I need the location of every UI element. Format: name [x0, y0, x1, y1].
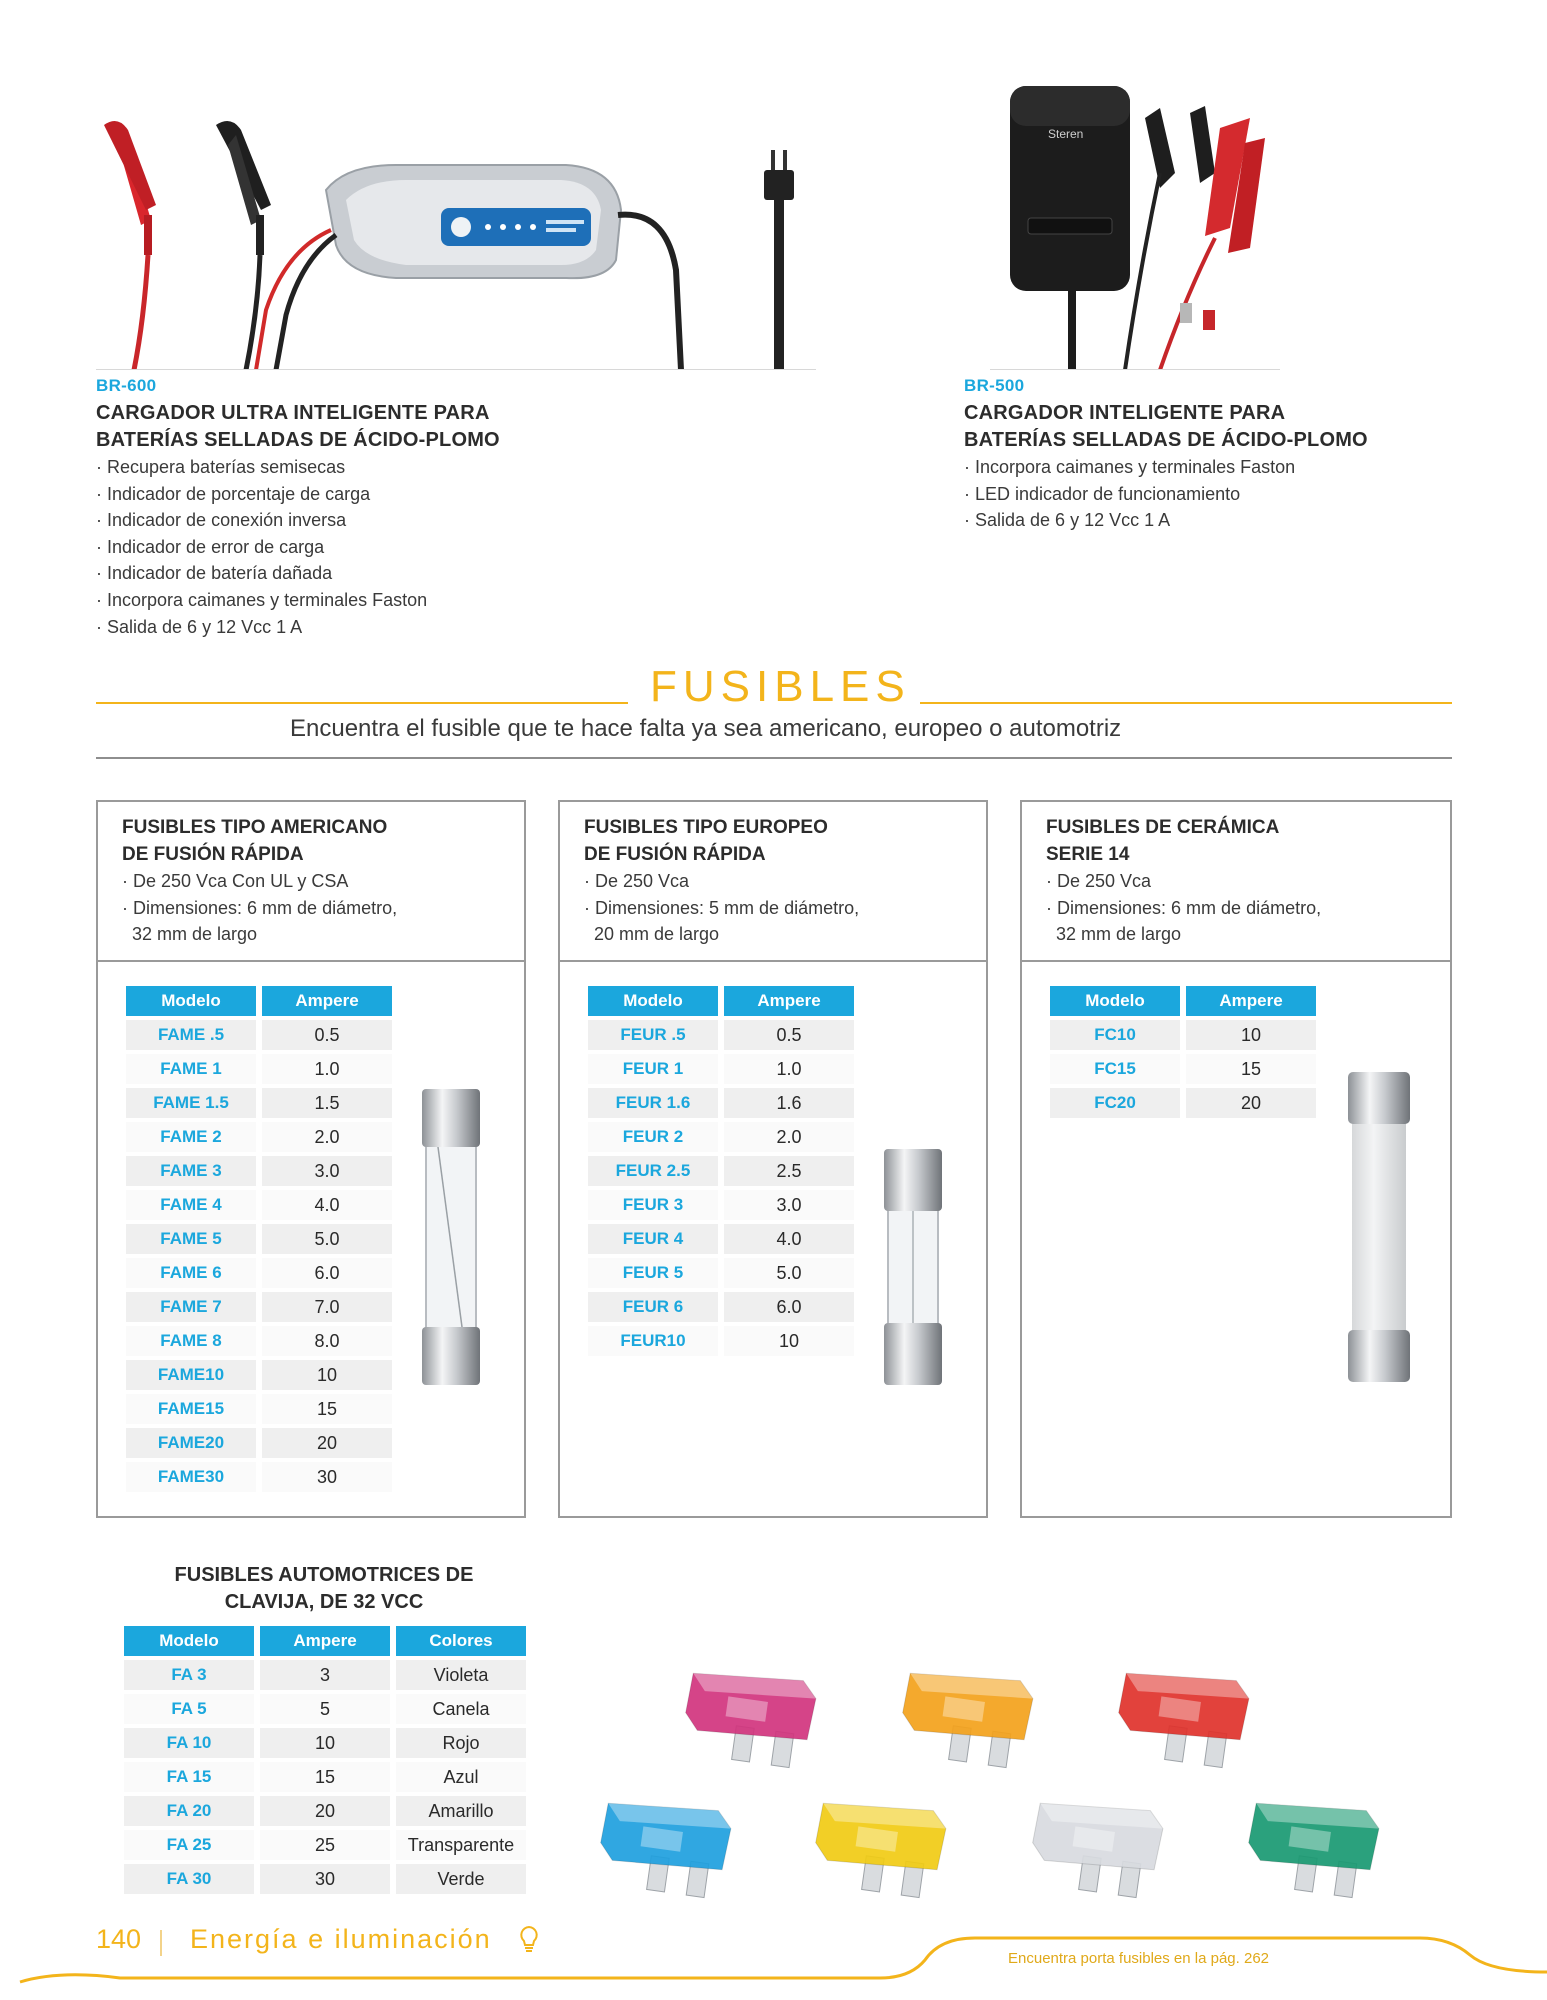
blade-fuse-icon: [595, 1795, 733, 1900]
fuse-table-body: [1050, 1020, 1316, 1118]
feature-item: · Indicador de conexión inversa: [96, 507, 656, 534]
fuse-box-title-line: DE FUSIÓN RÁPIDA: [584, 844, 766, 865]
cell-model: FAME10: [126, 1360, 256, 1390]
fuse-table-body: [588, 1020, 854, 1356]
product-title-line: BATERÍAS SELLADAS DE ÁCIDO-PLOMO: [964, 429, 1368, 451]
cell-ampere: 2.0: [262, 1122, 392, 1152]
cell-model: FA 3: [124, 1660, 254, 1690]
cell-model: FA 5: [124, 1694, 254, 1724]
cell-model: FAME 7: [126, 1292, 256, 1322]
footer-wave-line: [0, 1910, 1547, 2000]
table-row: [126, 1156, 392, 1186]
feature-item: · Recupera baterías semisecas: [96, 454, 656, 481]
cell-ampere: 20: [260, 1796, 390, 1826]
blade-fuses-illustration: [580, 1630, 1400, 1910]
cell-model: FA 30: [124, 1864, 254, 1894]
cell-model: FEUR 2.5: [588, 1156, 718, 1186]
cell-ampere: 15: [262, 1394, 392, 1424]
cell-model: FAME20: [126, 1428, 256, 1458]
section-title: FUSIBLES: [650, 662, 911, 711]
cell-ampere: 2.5: [724, 1156, 854, 1186]
blade-fuse-icon: [810, 1795, 948, 1900]
table-row: [126, 1394, 392, 1424]
fuse-spec: · De 250 Vca Con UL y CSA: [122, 868, 524, 895]
fuse-box-american: [96, 800, 526, 1518]
cell-model: FAME 4: [126, 1190, 256, 1220]
table-row: [124, 1796, 526, 1826]
section-rule-left: [96, 702, 628, 704]
cell-model: FAME 1: [126, 1054, 256, 1084]
fuse-spec-text: 20 mm de largo: [594, 924, 720, 944]
cell-model: FEUR 5: [588, 1258, 718, 1288]
table-row: [124, 1660, 526, 1690]
cell-ampere: 5.0: [262, 1224, 392, 1254]
fuse-spec-list: [122, 868, 524, 948]
cell-model: FA 20: [124, 1796, 254, 1826]
fuse-table: [120, 982, 398, 1496]
cell-color: Rojo: [396, 1728, 526, 1758]
charger-body-icon: [1010, 86, 1130, 370]
fuse-spec-text: Dimensiones: 5 mm de diámetro,: [595, 897, 860, 918]
feature-list: [96, 454, 656, 640]
product-title: [96, 400, 656, 454]
cell-ampere: 10: [260, 1728, 390, 1758]
fuse-table-body: [126, 1020, 392, 1492]
cell-model: FEUR 1.6: [588, 1088, 718, 1118]
cell-model: FAME30: [126, 1462, 256, 1492]
fuse-box-header: [560, 802, 986, 962]
fuse-spec: · De 250 Vca: [584, 868, 986, 895]
table-row: [588, 1088, 854, 1118]
cell-ampere: 6.0: [724, 1292, 854, 1322]
table-row: [126, 1122, 392, 1152]
cell-model: FAME 8: [126, 1326, 256, 1356]
fuse-box-title: [1046, 814, 1450, 868]
table-row: [1050, 1088, 1316, 1118]
cell-ampere: 4.0: [724, 1224, 854, 1254]
auto-fuse-table: [118, 1622, 532, 1898]
cell-model: FA 25: [124, 1830, 254, 1860]
page-number: 140: [96, 1924, 142, 1954]
glass-fuse-icon: [878, 1147, 948, 1387]
cell-model: FAME .5: [126, 1020, 256, 1050]
table-row: [124, 1830, 526, 1860]
cell-ampere: 3.0: [262, 1156, 392, 1186]
cell-model: FC20: [1050, 1088, 1180, 1118]
column-header-model: Modelo: [124, 1626, 254, 1656]
br600-product-image: [96, 110, 816, 370]
cell-model: FEUR 3: [588, 1190, 718, 1220]
cell-color: Verde: [396, 1864, 526, 1894]
section-subtitle: Encuentra el fusible que te hace falta ya sea americano, europeo o automotriz: [290, 715, 1122, 742]
cell-model: FAME 2: [126, 1122, 256, 1152]
feature-item: · Salida de 6 y 12 Vcc 1 A: [964, 507, 1484, 534]
auto-fuse-table-body: [124, 1660, 526, 1894]
cell-color: Azul: [396, 1762, 526, 1792]
cell-ampere: 4.0: [262, 1190, 392, 1220]
fuse-box-header: [98, 802, 524, 962]
fuse-spec-text: 32 mm de largo: [132, 924, 258, 944]
product-code: BR-600: [96, 376, 157, 395]
column-header-colors: Colores: [396, 1626, 526, 1656]
auto-fuses-title: [124, 1562, 524, 1616]
fuse-box-header: [1022, 802, 1450, 962]
table-row: [588, 1122, 854, 1152]
column-header-ampere: Ampere: [262, 986, 392, 1016]
cell-ampere: 10: [724, 1326, 854, 1356]
blade-fuse-icon: [680, 1665, 818, 1770]
product-title: [964, 400, 1484, 454]
table-row: [588, 1292, 854, 1322]
br500-info: [964, 376, 1484, 534]
footer-note: Encuentra porta fusibles en la pág. 262: [1008, 1950, 1270, 1967]
fuse-spec-list: [584, 868, 986, 948]
cell-model: FAME15: [126, 1394, 256, 1424]
cell-ampere: 3: [260, 1660, 390, 1690]
blade-fuse-icon: [1113, 1665, 1251, 1770]
cell-model: FA 15: [124, 1762, 254, 1792]
feature-item: · Salida de 6 y 12 Vcc 1 A: [96, 614, 656, 641]
br600-info: [96, 376, 656, 640]
cell-ampere: 0.5: [262, 1020, 392, 1050]
cell-color: Amarillo: [396, 1796, 526, 1826]
cell-model: FC10: [1050, 1020, 1180, 1050]
fuse-table: [1044, 982, 1322, 1122]
cell-model: FAME 6: [126, 1258, 256, 1288]
blade-fuse-icon: [897, 1665, 1035, 1770]
table-row: [124, 1762, 526, 1792]
table-row: [588, 1258, 854, 1288]
table-row: [126, 1326, 392, 1356]
cell-color: Transparente: [396, 1830, 526, 1860]
feature-item: · Incorpora caimanes y terminales Faston: [96, 587, 656, 614]
table-row: [588, 1326, 854, 1356]
cell-model: FEUR 4: [588, 1224, 718, 1254]
red-clamp-icon: [104, 121, 156, 370]
table-row: [588, 1190, 854, 1220]
feature-item: · Incorpora caimanes y terminales Faston: [964, 454, 1484, 481]
fuse-box-title: [584, 814, 986, 868]
table-row: [126, 1428, 392, 1458]
feature-item: · Indicador de batería dañada: [96, 560, 656, 587]
feature-item: · Indicador de porcentaje de carga: [96, 481, 656, 508]
product-code: BR-500: [964, 376, 1025, 395]
cell-ampere: 10: [1186, 1020, 1316, 1050]
feature-item: · Indicador de error de carga: [96, 534, 656, 561]
footer-category: Energía e iluminación: [190, 1924, 492, 1954]
blade-fuse-icon: [1243, 1795, 1381, 1900]
table-row: [588, 1020, 854, 1050]
table-row: [126, 1292, 392, 1322]
blade-fuse-icon: [1027, 1795, 1165, 1900]
fuse-spec: · De 250 Vca: [1046, 868, 1450, 895]
column-header-ampere: Ampere: [724, 986, 854, 1016]
cell-ampere: 3.0: [724, 1190, 854, 1220]
table-row: [126, 1190, 392, 1220]
fuse-box-title-line: FUSIBLES TIPO EUROPEO: [584, 817, 828, 838]
column-header-model: Modelo: [1050, 986, 1180, 1016]
cell-ampere: 30: [260, 1864, 390, 1894]
cell-ampere: 1.5: [262, 1088, 392, 1118]
table-row: [1050, 1054, 1316, 1084]
cell-model: FEUR 2: [588, 1122, 718, 1152]
product-title-line: CARGADOR ULTRA INTELIGENTE PARA: [96, 402, 490, 424]
table-row: [126, 1360, 392, 1390]
fuse-box-title-line: FUSIBLES TIPO AMERICANO: [122, 817, 388, 838]
table-row: [124, 1694, 526, 1724]
table-row: [1050, 1020, 1316, 1050]
fuse-box-european: [558, 800, 988, 1518]
table-row: [126, 1462, 392, 1492]
cell-model: FEUR10: [588, 1326, 718, 1356]
fuse-box-title-line: FUSIBLES DE CERÁMICA: [1046, 817, 1280, 838]
ceramic-fuse-icon: [1344, 1070, 1414, 1385]
fuse-spec-text: Dimensiones: 6 mm de diámetro,: [133, 897, 398, 918]
feature-list: [964, 454, 1484, 534]
cell-model: FEUR 1: [588, 1054, 718, 1084]
cell-model: FEUR 6: [588, 1292, 718, 1322]
cell-model: FA 10: [124, 1728, 254, 1758]
cell-ampere: 15: [260, 1762, 390, 1792]
product-title-line: BATERÍAS SELLADAS DE ÁCIDO-PLOMO: [96, 429, 500, 451]
cell-color: Canela: [396, 1694, 526, 1724]
cell-model: FC15: [1050, 1054, 1180, 1084]
cell-ampere: 20: [1186, 1088, 1316, 1118]
charger-body-icon: [326, 165, 621, 278]
cell-ampere: 0.5: [724, 1020, 854, 1050]
cell-model: FAME 3: [126, 1156, 256, 1186]
red-clamp-icon: [1160, 118, 1265, 370]
product-title-line: CARGADOR INTELIGENTE PARA: [964, 402, 1286, 424]
fuse-box-title-line: SERIE 14: [1046, 844, 1130, 865]
svg-text:Steren: Steren: [1048, 127, 1084, 141]
table-row: [126, 1088, 392, 1118]
table-row: [588, 1156, 854, 1186]
br500-product-image: [960, 78, 1270, 370]
cell-ampere: 25: [260, 1830, 390, 1860]
section-divider: [96, 757, 1452, 759]
glass-fuse-icon: [416, 1087, 486, 1387]
auto-fuses-title-line: CLAVIJA, DE 32 VCC: [224, 1591, 424, 1613]
fuse-table: [582, 982, 860, 1360]
table-row: [126, 1020, 392, 1050]
fuse-spec-text: 32 mm de largo: [1056, 924, 1182, 944]
black-clamp-icon: [1125, 106, 1215, 370]
column-header-model: Modelo: [588, 986, 718, 1016]
cell-ampere: 2.0: [724, 1122, 854, 1152]
cell-ampere: 20: [262, 1428, 392, 1458]
cell-ampere: 8.0: [262, 1326, 392, 1356]
cell-color: Violeta: [396, 1660, 526, 1690]
table-row: [126, 1054, 392, 1084]
column-header-ampere: Ampere: [260, 1626, 390, 1656]
fuse-box-ceramic: [1020, 800, 1452, 1518]
fuse-box-title-line: DE FUSIÓN RÁPIDA: [122, 844, 304, 865]
cell-ampere: 6.0: [262, 1258, 392, 1288]
cell-model: FAME 5: [126, 1224, 256, 1254]
cell-ampere: 15: [1186, 1054, 1316, 1084]
column-header-model: Modelo: [126, 986, 256, 1016]
fuse-spec: [584, 895, 986, 948]
cell-model: FEUR .5: [588, 1020, 718, 1050]
cell-ampere: 1.0: [262, 1054, 392, 1084]
power-plug-icon: [764, 150, 794, 370]
cell-ampere: 10: [262, 1360, 392, 1390]
cell-ampere: 5.0: [724, 1258, 854, 1288]
table-row: [126, 1224, 392, 1254]
cell-ampere: 7.0: [262, 1292, 392, 1322]
feature-item: · LED indicador de funcionamiento: [964, 481, 1484, 508]
fuse-box-title: [122, 814, 524, 868]
table-row: [588, 1224, 854, 1254]
table-row: [124, 1728, 526, 1758]
cell-ampere: 30: [262, 1462, 392, 1492]
fuse-spec: [122, 895, 524, 948]
section-rule-right: [920, 702, 1452, 704]
cell-ampere: 5: [260, 1694, 390, 1724]
table-row: [126, 1258, 392, 1288]
table-row: [588, 1054, 854, 1084]
fuse-spec-text: Dimensiones: 6 mm de diámetro,: [1057, 897, 1322, 918]
cell-model: FAME 1.5: [126, 1088, 256, 1118]
column-header-ampere: Ampere: [1186, 986, 1316, 1016]
cell-ampere: 1.6: [724, 1088, 854, 1118]
cell-ampere: 1.0: [724, 1054, 854, 1084]
fuse-spec: [1046, 895, 1450, 948]
fuse-spec-list: [1046, 868, 1450, 948]
table-row: [124, 1864, 526, 1894]
auto-fuses-title-line: FUSIBLES AUTOMOTRICES DE: [174, 1564, 474, 1586]
